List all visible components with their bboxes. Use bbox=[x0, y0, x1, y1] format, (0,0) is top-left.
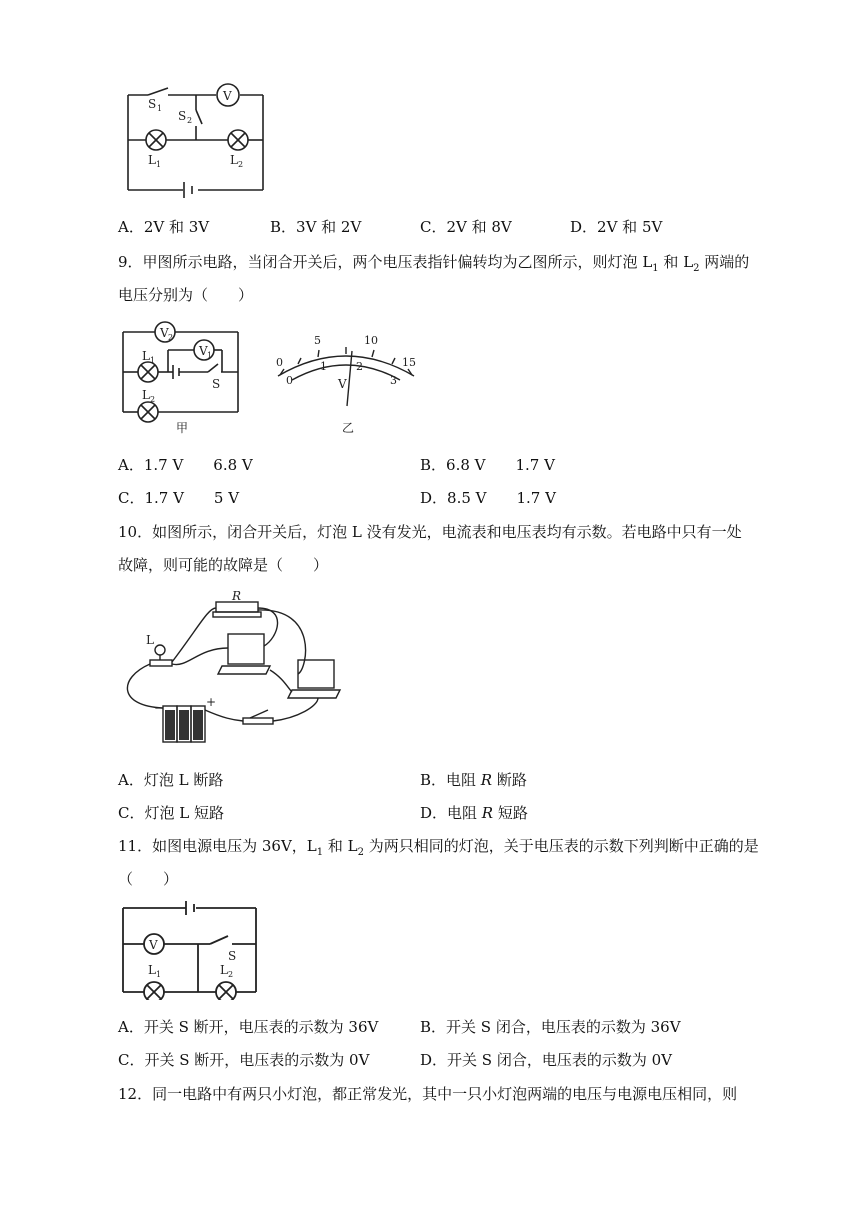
q11-sub-2: 2 bbox=[357, 847, 364, 858]
q11-circuit-figure bbox=[118, 900, 262, 1000]
q8-fig-s2-label: S bbox=[178, 109, 187, 123]
q9-circuit-figure-jia bbox=[118, 320, 246, 438]
q8-circuit-figure bbox=[118, 80, 270, 198]
q9-dial-inner-2: 2 bbox=[356, 360, 363, 373]
q11-text-a: 11．如图电源电压为 36V，L bbox=[118, 837, 317, 855]
q11-option-c: C．开关 S 断开，电压表的示数为 0V bbox=[118, 1051, 370, 1069]
q9-fig-v1-label: V bbox=[199, 344, 208, 358]
q9-dial-outer-15: 15 bbox=[402, 356, 416, 369]
q11-fig-l1-label: L bbox=[148, 963, 156, 977]
q10-option-b bbox=[420, 770, 527, 790]
q8-option-a: A．2V 和 3V bbox=[118, 218, 210, 236]
q8-option-c: C．2V 和 8V bbox=[420, 218, 512, 236]
q9-question-line-2: 电压分别为（ ） bbox=[118, 286, 254, 304]
q10-option-a: A．灯泡 L 断路 bbox=[118, 771, 224, 789]
q8-fig-l2-label: L bbox=[230, 153, 238, 167]
q8-fig-s1-label: S bbox=[148, 97, 157, 111]
q11-fig-s-label: S bbox=[228, 949, 237, 963]
q8-option-b: B．3V 和 2V bbox=[270, 218, 362, 236]
q9-dial-inner-1: 1 bbox=[320, 360, 327, 373]
q9-fig-yi-caption: 乙 bbox=[342, 421, 355, 435]
q11-question-line-2: （ ） bbox=[118, 870, 179, 888]
q9-voltmeter-dial-yi bbox=[268, 328, 418, 438]
q10-option-c: C．灯泡 L 短路 bbox=[118, 804, 224, 822]
q9-dial-outer-0: 0 bbox=[276, 356, 283, 369]
q9-text-a: 9．甲图所示电路，当闭合开关后，两个电压表指针偏转均为乙图所示，则灯泡 L bbox=[118, 253, 653, 271]
q11-text-c: 为两只相同的灯泡，关于电压表的示数下列判断中正确的是 bbox=[364, 837, 759, 855]
q11-option-d: D．开关 S 闭合，电压表的示数为 0V bbox=[420, 1051, 672, 1069]
q10-physical-circuit-figure bbox=[118, 588, 348, 748]
q10-option-b-r: R bbox=[480, 771, 493, 789]
q11-fig-l2-label: L bbox=[220, 963, 228, 977]
q9-fig-l1-label: L bbox=[142, 349, 150, 363]
q10-option-d-r: R bbox=[481, 804, 494, 822]
q9-fig-l2-label: L bbox=[142, 388, 150, 402]
q9-dial-outer-5: 5 bbox=[314, 334, 321, 347]
q11-fig-l2-sub: 2 bbox=[228, 970, 234, 979]
q9-option-a: A．1.7 V 6.8 V bbox=[118, 456, 253, 474]
q9-fig-v2-label: V bbox=[160, 326, 169, 340]
q10-option-b-suffix: 断路 bbox=[492, 771, 527, 789]
q11-sub-1: 1 bbox=[316, 847, 324, 858]
q8-fig-l1-sub: 1 bbox=[156, 160, 162, 169]
q11-fig-l1-sub: 1 bbox=[156, 970, 162, 979]
q10-fig-l-label: L bbox=[146, 633, 154, 647]
q9-fig-v2-sub: 2 bbox=[168, 333, 174, 342]
q9-fig-v1-sub: 1 bbox=[207, 351, 213, 360]
q9-dial-inner-3: 3 bbox=[390, 374, 397, 387]
q11-fig-v-label: V bbox=[149, 938, 158, 952]
q9-fig-s-label: S bbox=[212, 377, 221, 391]
q9-question-line-1 bbox=[118, 252, 749, 279]
q8-fig-l1-label: L bbox=[148, 153, 156, 167]
q9-fig-l2-sub: 2 bbox=[150, 395, 156, 404]
q8-fig-s2-sub: 2 bbox=[187, 116, 193, 125]
q10-option-d-suffix: 短路 bbox=[493, 804, 528, 822]
q9-fig-l1-sub: 1 bbox=[150, 356, 156, 365]
q10-question-line-1: 10．如图所示，闭合开关后，灯泡 L 没有发光，电流表和电压表均有示数。若电路中只有一处 bbox=[118, 523, 742, 541]
q10-fig-minus-label: − bbox=[154, 701, 165, 715]
q9-option-c: C．1.7 V 5 V bbox=[118, 489, 240, 507]
q10-option-b-prefix: B．电阻 bbox=[420, 771, 481, 789]
q9-fig-jia-caption: 甲 bbox=[176, 421, 189, 435]
q11-question-line-1 bbox=[118, 836, 759, 863]
q9-sub-1: 1 bbox=[652, 263, 659, 274]
q8-fig-v-label: V bbox=[223, 89, 232, 103]
q10-option-d-prefix: D．电阻 bbox=[420, 804, 482, 822]
q9-sub-2: 2 bbox=[693, 263, 700, 274]
q9-option-d: D．8.5 V 1.7 V bbox=[420, 489, 556, 507]
q11-text-b: 和 L bbox=[323, 837, 358, 855]
q8-fig-s1-sub: 1 bbox=[157, 104, 163, 113]
q9-text-c: 两端的 bbox=[699, 253, 750, 271]
q11-option-b: B．开关 S 闭合，电压表的示数为 36V bbox=[420, 1018, 681, 1036]
q10-fig-plus-label: + bbox=[206, 695, 217, 709]
q10-option-d bbox=[420, 803, 528, 823]
q8-fig-l2-sub: 2 bbox=[238, 160, 244, 169]
q9-dial-unit: V bbox=[338, 377, 347, 391]
q9-option-b: B．6.8 V 1.7 V bbox=[420, 456, 555, 474]
q9-dial-outer-10: 10 bbox=[364, 334, 378, 347]
q9-text-b: 和 L bbox=[658, 253, 694, 271]
q9-dial-inner-0: 0 bbox=[286, 374, 293, 387]
q8-option-d: D．2V 和 5V bbox=[570, 218, 663, 236]
q10-fig-r-label: R bbox=[232, 589, 242, 603]
q11-option-a: A．开关 S 断开，电压表的示数为 36V bbox=[118, 1018, 379, 1036]
q12-question-line-1: 12．同一电路中有两只小灯泡，都正常发光，其中一只小灯泡两端的电压与电源电压相同，则 bbox=[118, 1085, 738, 1103]
q10-question-line-2: 故障，则可能的故障是（ ） bbox=[118, 556, 329, 574]
